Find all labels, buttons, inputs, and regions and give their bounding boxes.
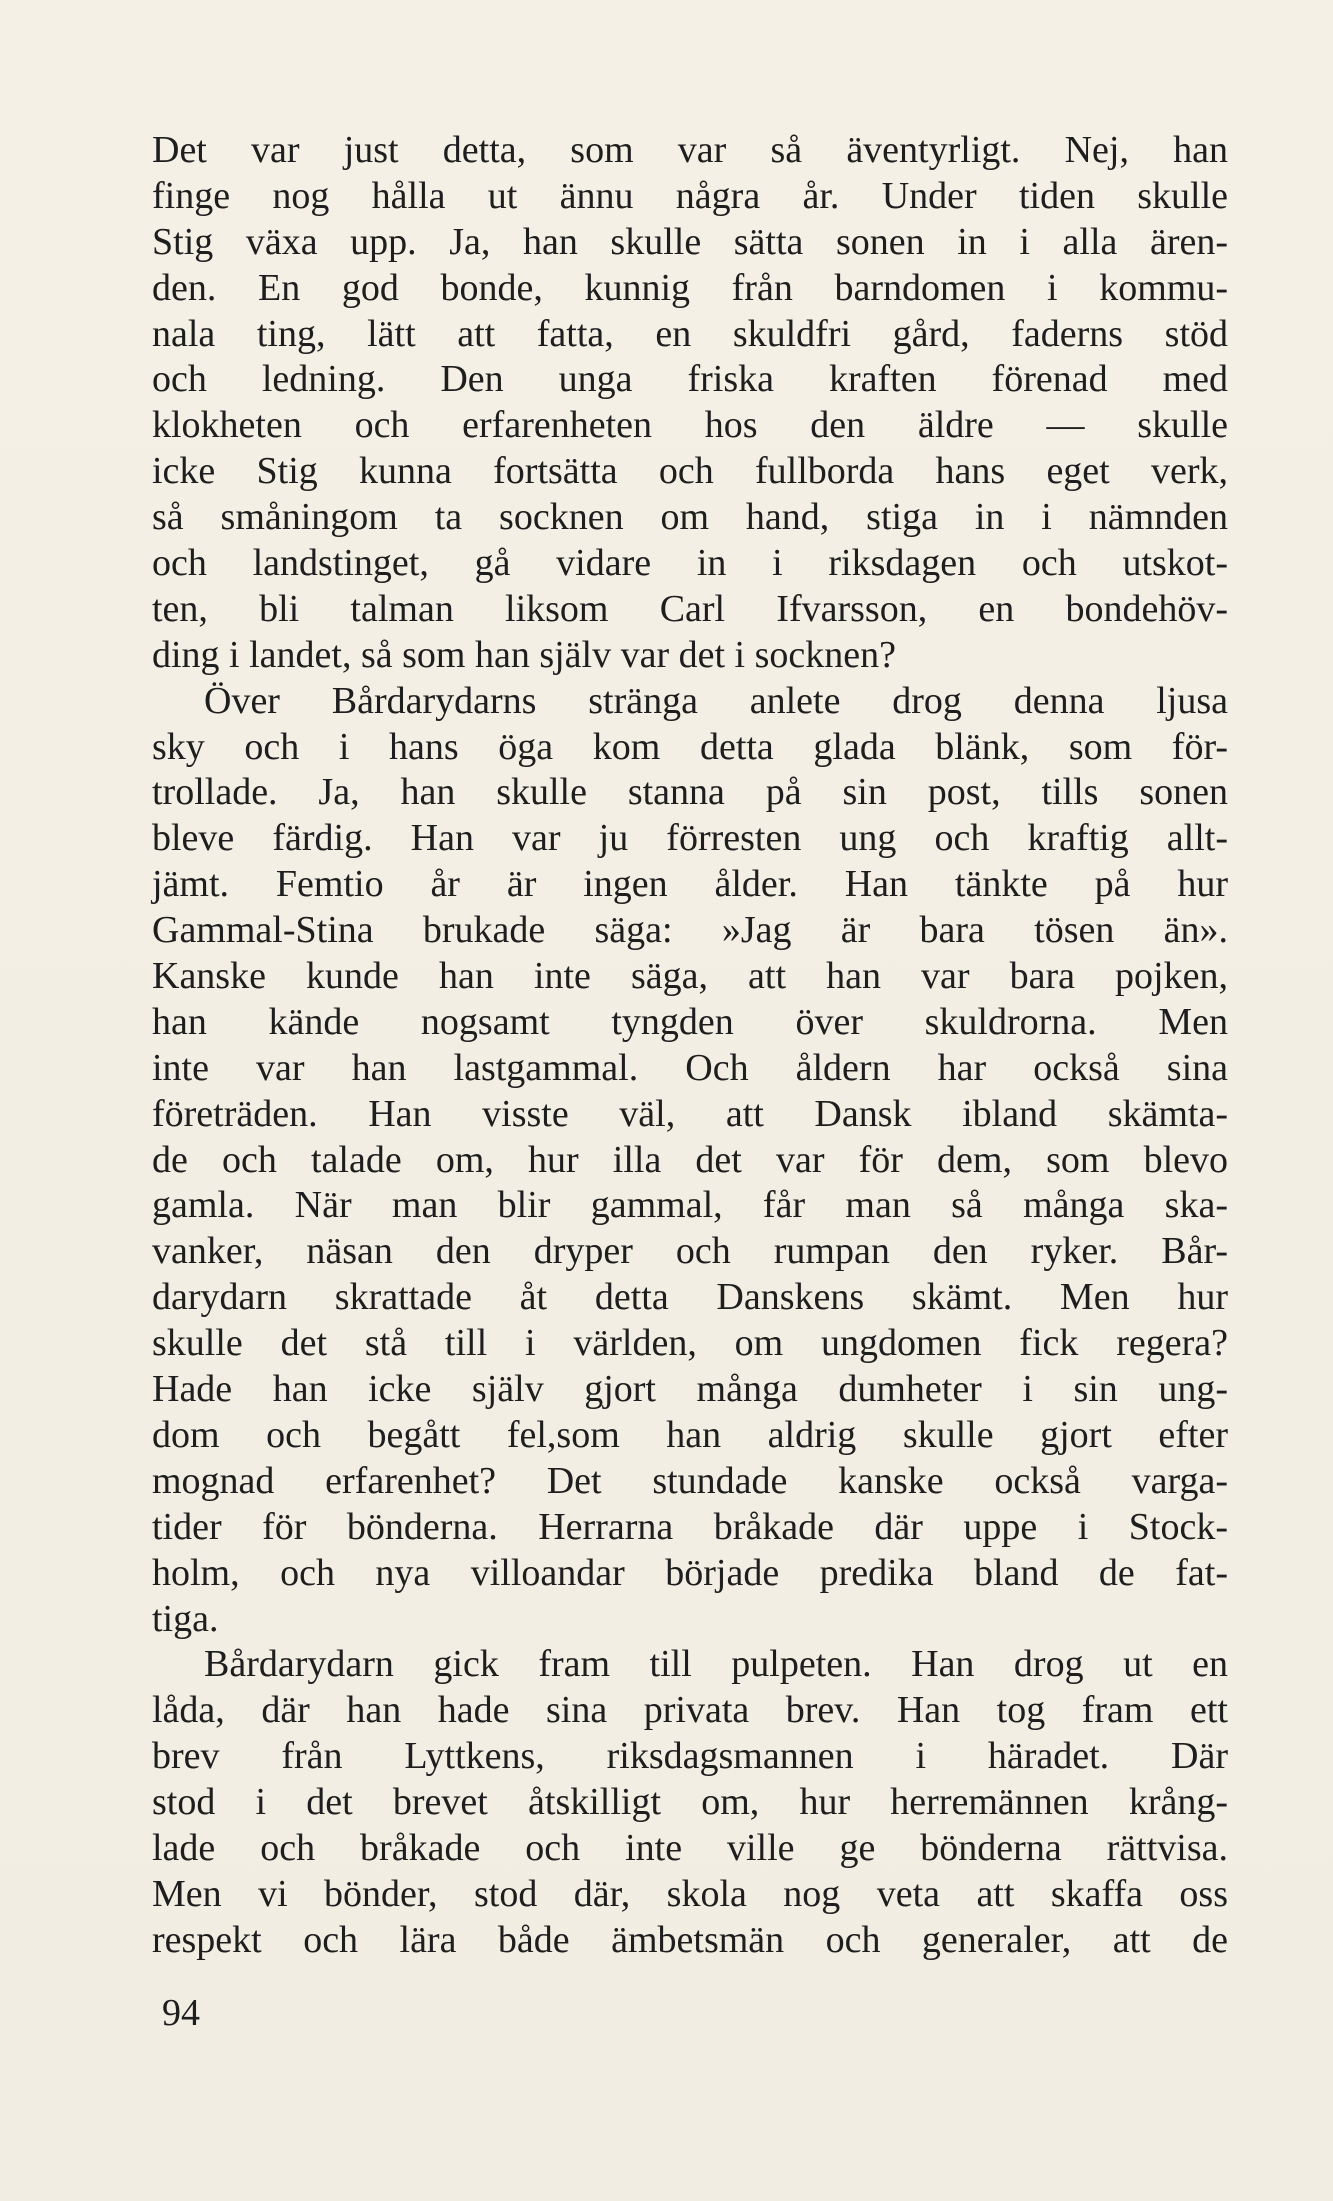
text-line: den. En god bonde, kunnig från barndomen i kommu-: [152, 266, 1228, 309]
text-line: Bårdarydarn gick fram till pulpeten. Han drog ut en: [204, 1643, 1228, 1686]
text-line: Det var just detta, som var så äventyrligt. Nej, han: [152, 129, 1228, 171]
text-line: respekt och lära både ämbetsmän och generaler, att de: [152, 1918, 1228, 1961]
text-line: mognad erfarenhet? Det stundade kanske också varga-: [152, 1459, 1228, 1502]
text-line: Kanske kunde han inte säga, att han var bara pojken,: [152, 955, 1228, 998]
text-line: Stig växa upp. Ja, han skulle sätta sonen in i alla ären-: [152, 220, 1228, 263]
text-line: bleve färdig. Han var ju förresten ung och kraftig allt-: [152, 817, 1228, 860]
text-line: så småningom ta socknen om hand, stiga in i nämnden: [152, 496, 1228, 539]
text-line: icke Stig kunna fortsätta och fullborda hans eget verk,: [152, 450, 1228, 493]
text-line: ding i landet, så som han själv var det i socknen?: [152, 633, 896, 676]
text-line: låda, där han hade sina privata brev. Han tog fram ett: [152, 1689, 1228, 1732]
text-line: Gammal-Stina brukade säga: »Jag är bara tösen än».: [152, 909, 1228, 952]
text-line: stod i det brevet åtskilligt om, hur herremännen krång-: [152, 1781, 1228, 1824]
text-line: sky och i hans öga kom detta glada blänk, som för-: [152, 725, 1228, 768]
text-line: skulle det stå till i världen, om ungdomen fick regera?: [152, 1322, 1228, 1365]
text-line: gamla. När man blir gammal, får man så många ska-: [152, 1184, 1228, 1227]
text-line: brev från Lyttkens, riksdagsmannen i häradet. Där: [152, 1735, 1228, 1778]
text-line: och landstinget, gå vidare in i riksdagen och utskot-: [152, 542, 1228, 585]
text-line: företräden. Han visste väl, att Dansk ibland skämta-: [152, 1092, 1228, 1135]
body-text: [152, 128, 1228, 1964]
text-line: holm, och nya villoandar började predika bland de fat-: [152, 1551, 1228, 1594]
text-line: och ledning. Den unga friska kraften förenad med: [152, 358, 1228, 401]
text-line: inte var han lastgammal. Och åldern har också sina: [152, 1046, 1228, 1089]
text-line: han kände nogsamt tyngden över skuldrorna. Men: [152, 1000, 1228, 1043]
text-line: nala ting, lätt att fatta, en skuldfri gård, faderns stöd: [152, 312, 1228, 355]
text-line: tider för bönderna. Herrarna bråkade där uppe i Stock-: [152, 1505, 1228, 1548]
text-line: jämt. Femtio år är ingen ålder. Han tänkte på hur: [152, 863, 1228, 906]
text-line: vanker, näsan den dryper och rumpan den ryker. Bår-: [152, 1230, 1228, 1273]
text-line: klokheten och erfarenheten hos den äldre — skulle: [152, 404, 1228, 447]
text-line: lade och bråkade och inte ville ge bönderna rättvisa.: [152, 1826, 1228, 1869]
text-line: darydarn skrattade åt detta Danskens skämt. Men hur: [152, 1276, 1228, 1319]
text-line: dom och begått fel,som han aldrig skulle gjort efter: [152, 1413, 1228, 1456]
text-line: tiga.: [152, 1597, 219, 1640]
text-line: de och talade om, hur illa det var för dem, som blevo: [152, 1138, 1228, 1181]
text-line: trollade. Ja, han skulle stanna på sin post, tills sonen: [152, 771, 1228, 814]
text-line: Hade han icke själv gjort många dumheter i sin ung-: [152, 1368, 1228, 1411]
text-line: ten, bli talman liksom Carl Ifvarsson, en bondehöv-: [152, 587, 1228, 630]
page-number: 94: [162, 1992, 200, 2034]
text-line: Över Bårdarydarns stränga anlete drog denna ljusa: [204, 679, 1228, 722]
text-line: finge nog hålla ut ännu några år. Under tiden skulle: [152, 174, 1228, 217]
text-line: Men vi bönder, stod där, skola nog veta att skaffa oss: [152, 1872, 1228, 1915]
